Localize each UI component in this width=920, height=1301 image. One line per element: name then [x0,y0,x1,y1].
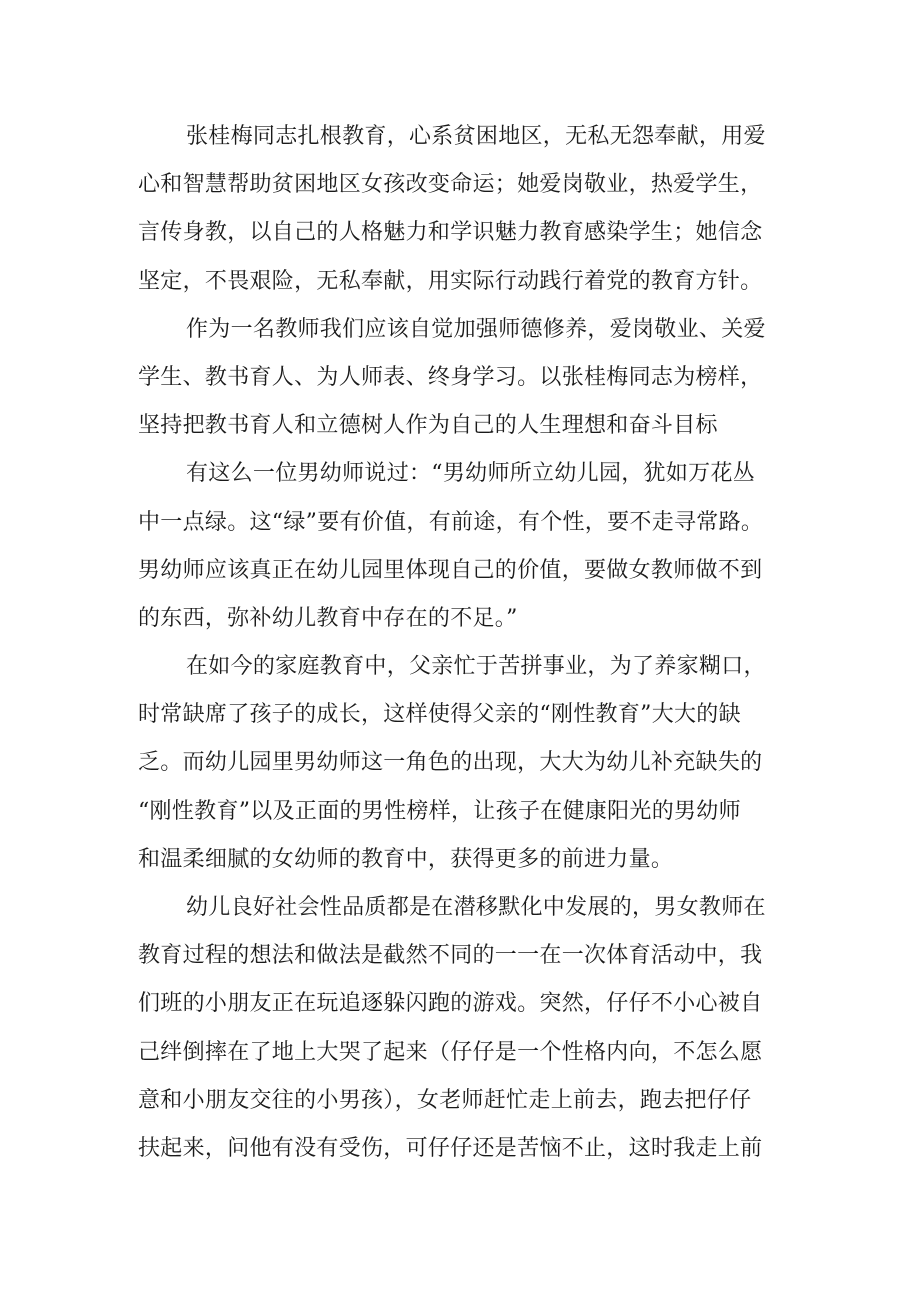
text-line: 们班的小朋友正在玩追逐躲闪跑的游戏。突然，仔仔不小心被自 [138,991,763,1017]
text-line: 中一点绿。这“绿”要有价值，有前途，有个性，要不走寻常路。 [138,509,764,535]
text-line: 意和小朋友交往的小男孩），女老师赶忙走上前去，跑去把仔仔 [138,1087,752,1113]
text-line: 己绊倒摔在了地上大哭了起来（仔仔是一个性格内向，不怎么愿 [138,1039,763,1065]
text-line: 在如今的家庭教育中，父亲忙于苦拼事业，为了养家糊口， [186,654,766,680]
text-line: 张桂梅同志扎根教育，心系贫困地区，无私无怨奉献，用爱 [186,124,766,149]
text-line: 幼儿良好社会性品质都是在潜移默化中发展的，男女教师在 [186,895,766,920]
text-line: 有这么一位男幼师说过：“男幼师所立幼儿园，犹如万花丛 [186,461,756,487]
text-line: 的东西，弥补幼儿教育中存在的不足。” [138,605,518,631]
paragraph-4 [138,643,793,884]
body-text [138,113,793,1173]
paragraph-5 [138,884,793,1173]
text-line: 作为一名教师我们应该自觉加强师德修养，爱岗敬业、关爱 [186,316,766,342]
text-line: “刚性教育”以及正面的男性榜样，让孩子在健康阳光的男幼师 [138,798,741,824]
text-line: 学生、教书育人、为人师表、终身学习。以张桂梅同志为榜样， [138,364,763,390]
text-line: 教育过程的想法和做法是截然不同的一一在一次体育活动中，我 [138,943,763,969]
paragraph-1 [138,113,793,306]
text-line: 坚定，不畏艰险，无私奉献，用实际行动践行着党的教育方针。 [138,268,763,294]
text-line: 言传身教，以自己的人格魅力和学识魅力教育感染学生；她信念 [138,220,763,246]
text-line: 心和智慧帮助贫困地区女孩改变命运；她爱岗敬业，热爱学生， [138,172,763,198]
text-line: 乏。而幼儿园里男幼师这一角色的出现，大大为幼儿补充缺失的 [138,750,763,776]
text-line: 扶起来，问他有没有受伤，可仔仔还是苦恼不止，这时我走上前 [138,1135,763,1161]
text-line: 男幼师应该真正在幼儿园里体现自己的价值，要做女教师做不到 [138,557,763,583]
text-line: 和温柔细腻的女幼师的教育中，获得更多的前进力量。 [138,846,674,872]
text-line: 坚持把教书育人和立德树人作为自己的人生理想和奋斗目标 [138,413,718,439]
paragraph-3 [138,450,793,643]
text-line: 时常缺席了孩子的成长，这样使得父亲的“刚性教育”大大的缺 [138,702,741,728]
paragraph-2 [138,306,793,451]
